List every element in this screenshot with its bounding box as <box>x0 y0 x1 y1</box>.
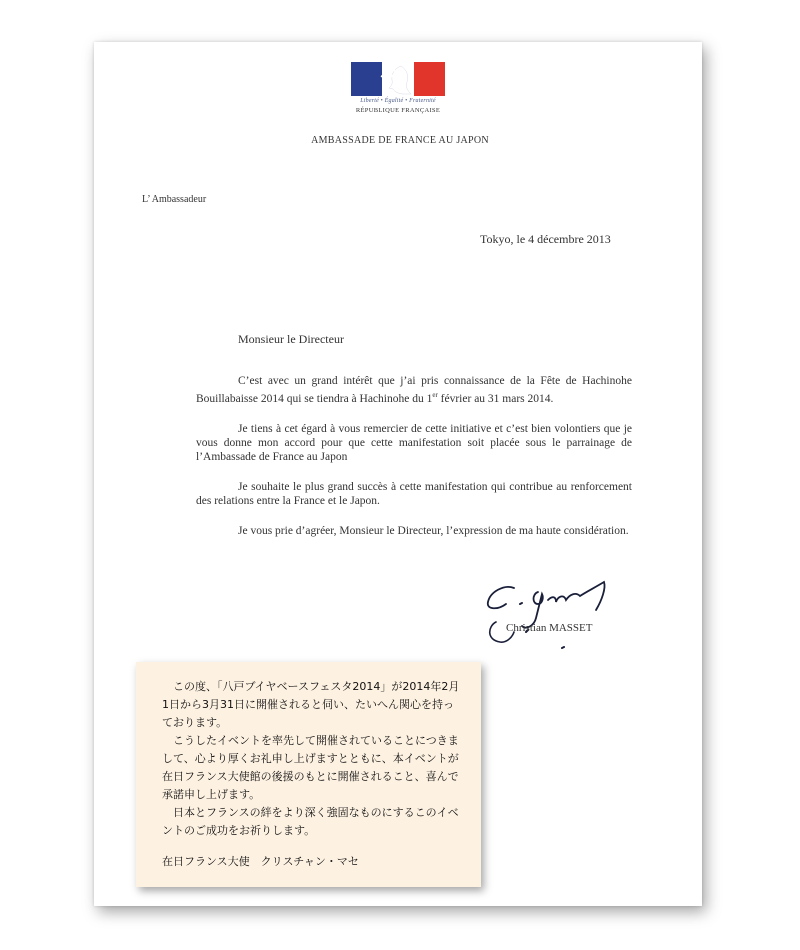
note-paragraph-1: この度、「八戸ブイヤベースフェスタ2014」が2014年2月1日から3月31日に開催されると伺い、たいへん関心を持っております。 <box>162 680 460 729</box>
letter-paragraph-4: Je vous prie d’agréer, Monsieur le Directeur, l’expression de ma haute considération. <box>238 524 629 537</box>
ordinal-superscript: er <box>432 391 438 399</box>
letter-paragraph-3: Je souhaite le plus grand succès à cette manifestation qui contribue au renforcement des relations entre la France et le Japon. <box>196 480 632 507</box>
salutation: Monsieur le Directeur <box>238 332 344 346</box>
republic-name: RÉPUBLIQUE FRANÇAISE <box>355 107 441 114</box>
paragraph-1-text: C’est avec un grand intérêt que j’ai pris connaissance de la Fête de Hachinohe Bouillabaisse 2014 qui se tiendra à Hachinohe du 1 <box>196 375 632 405</box>
letter-paragraph-1 <box>196 374 632 406</box>
letter-body <box>196 374 632 554</box>
republique-francaise-logo <box>351 62 445 124</box>
note-signature: 在日フランス大使 クリスチャン・マセ <box>162 855 359 868</box>
signer-name: Christian MASSET <box>506 622 593 634</box>
note-body <box>162 678 464 840</box>
sender-title: L’ Ambassadeur <box>142 194 207 205</box>
embassy-name: AMBASSADE DE FRANCE AU JAPON <box>311 135 489 146</box>
marianne-profile-icon <box>371 64 421 96</box>
handwritten-signature <box>476 570 646 660</box>
note-paragraph-3: 日本とフランスの絆をより深く強固なものにするこのイベントのご成功をお祈りします。 <box>162 806 459 837</box>
letter-paragraph-2: Je tiens à cet égard à vous remercier de cette initiative et c’est bien volontiers que je vous donne mon accord pour que cette manifestation soit placée sous le parrainage de l’Ambassade de France au Japon <box>196 422 632 463</box>
japanese-translation-note <box>136 662 481 887</box>
republic-motto: Liberté • Égalité • Fraternité <box>360 98 436 104</box>
date-line: Tokyo, le 4 décembre 2013 <box>480 232 611 246</box>
paragraph-1-text-end: février au 31 mars 2014. <box>437 392 554 405</box>
note-paragraph-2: こうしたイベントを率先して開催されていることにつきまして、心より厚くお礼申し上げますとともに、本イベントが在日フランス大使館の後援のもとに開催されること、喜んで承諾申し上げます。 <box>162 734 459 801</box>
